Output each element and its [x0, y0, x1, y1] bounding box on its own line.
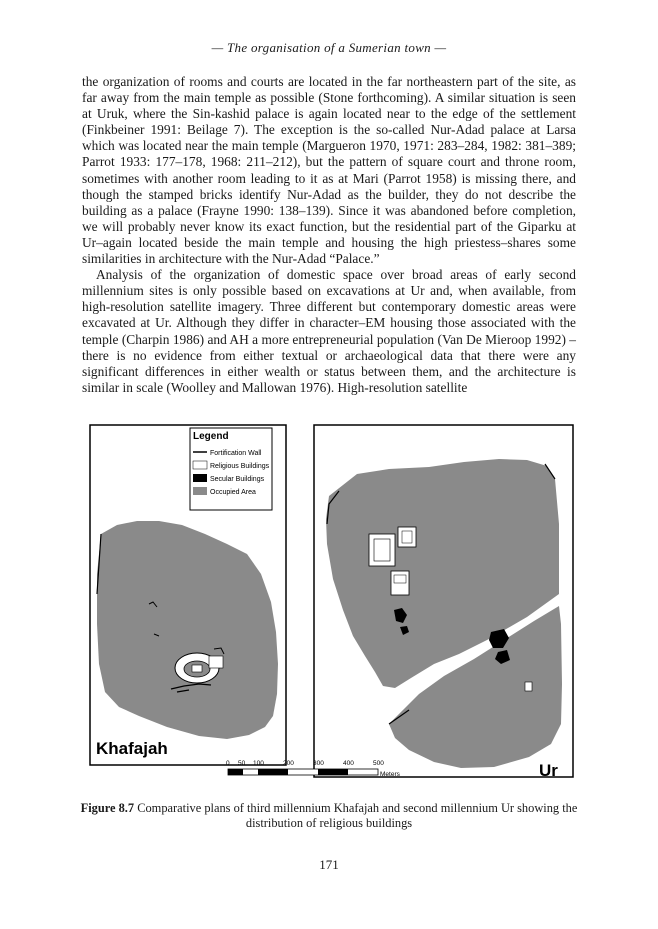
scale-tick-100: 100: [253, 760, 264, 767]
figure-comparative-plans: [89, 424, 574, 789]
scale-unit: Meters: [380, 771, 400, 778]
legend-item-religious-buildings: Religious Buildings: [210, 463, 270, 470]
legend-item-secular-buildings: Secular Buildings: [210, 476, 265, 483]
paragraph-1: the organization of rooms and courts are located in the far northeastern part of the site, as far away from the main temple as possible (Stone forthcoming). A similar situation is seen at Uruk, where the Sin-kashid palace is again located near to the edge of the settlement (Finkbeiner 1991: Beilage 7). The exception is the so-called Nur-Adad palace at Larsa which was located near the main temple (Margueron 1970, 1971: 283–284, 1982: 381–389; Parrot 1933: 177–178, 1968: 211–212), but the pattern of square court and throne room, sometimes with another room leading to it as at Mari (Parrot 1958) is missing there, and though the stamped bricks identify Nur-Adad as the builder, they do not describe the building as a palace (Frayne 1990: 138–139). Since it was abandoned before completion, we will probably never know its exact function, but the residential part of the Giparku at Ur–again located beside the main temple and housing the high priestess–shares some similarities in architecture with the Nur-Adad “Palace.”: [82, 74, 576, 267]
ur-map-label: Ur: [539, 761, 558, 780]
running-head: — The organisation of a Sumerian town —: [211, 40, 447, 55]
paragraph-2: Analysis of the organization of domestic space over broad areas of early second millennium sites is only possible based on excavations at Ur and, when available, from high-resolution satellite imagery. Three different but contemporary domestic areas were excavated at Ur. Although they differ in character–EM housing those associated with the temple (Charpin 1986) and AH a more entrepreneurial population (Van De Mieroop 1992) – there is no evidence from either textual or archaeological data that there were any significant differences in either wealth or status between them, and the architecture is similar in scale (Woolley and Mallowan 1976). High-resolution satellite: [82, 267, 576, 395]
legend: [190, 428, 272, 510]
body-text: [82, 74, 576, 396]
figure-caption: [60, 801, 598, 831]
khafajah-map-label: Khafajah: [96, 739, 168, 758]
page-number: 171: [319, 857, 339, 872]
legend-title: Legend: [193, 431, 229, 442]
figure-caption-text: Comparative plans of third millennium Khafajah and second millennium Ur showing the distribution of religious buildings: [137, 801, 578, 830]
scale-bar: [226, 760, 401, 778]
scale-tick-200: 200: [283, 760, 294, 767]
scale-tick-400: 400: [343, 760, 354, 767]
scale-tick-300: 300: [313, 760, 324, 767]
figure-caption-label: Figure 8.7: [80, 801, 135, 815]
scale-tick-0: 0: [226, 760, 230, 767]
scale-tick-500: 500: [373, 760, 384, 767]
legend-item-occupied-area: Occupied Area: [210, 489, 256, 496]
scale-tick-50: 50: [238, 760, 246, 767]
legend-item-fortification-wall: Fortification Wall: [210, 450, 262, 457]
ur-map: [314, 425, 573, 777]
